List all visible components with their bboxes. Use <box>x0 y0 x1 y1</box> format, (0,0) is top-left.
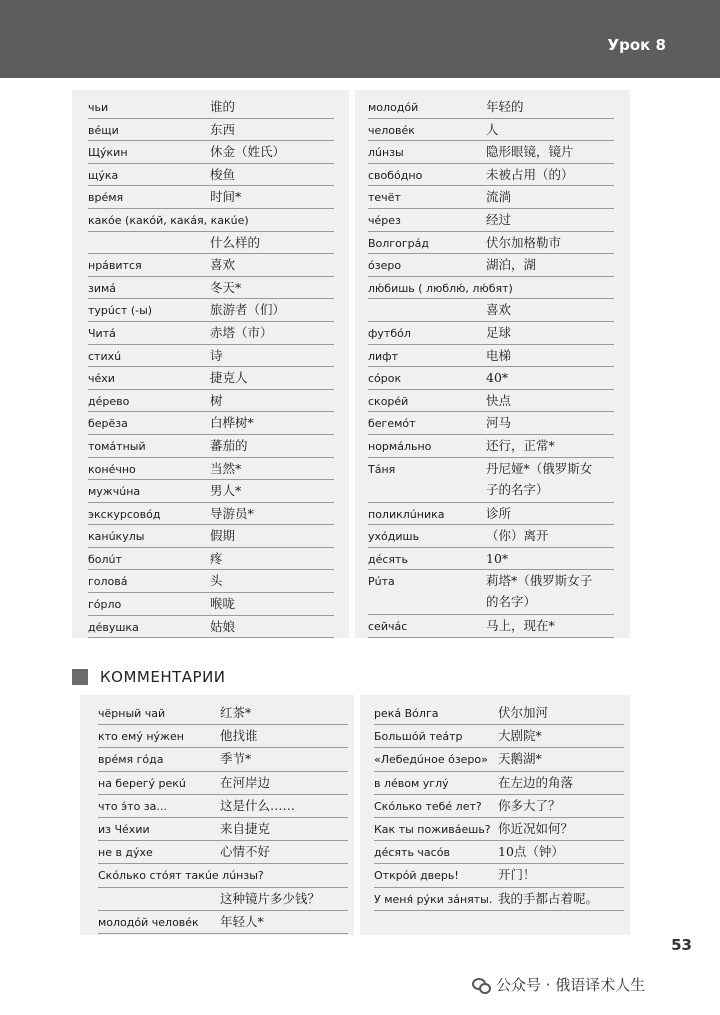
list-item <box>374 772 624 795</box>
chinese-translation: 流淌 <box>486 189 512 205</box>
comments-column-divider <box>354 695 360 935</box>
russian-term: молодóй человéк <box>98 915 199 929</box>
chinese-translation: 捷克人 <box>210 370 248 386</box>
page-number: 53 <box>671 936 692 954</box>
chinese-translation: 还行，正常* <box>486 437 555 453</box>
chinese-translation: 你多大了？ <box>498 797 561 813</box>
list-item <box>374 795 624 818</box>
list-item <box>368 570 614 615</box>
chinese-translation: 天鹅湖* <box>498 751 542 767</box>
list-item <box>368 232 614 255</box>
list-item <box>98 818 348 841</box>
column-divider <box>349 90 355 638</box>
russian-term: что э́то за... <box>98 799 167 813</box>
russian-term: экскурсовóд <box>88 507 161 521</box>
list-item <box>374 888 624 911</box>
list-item <box>368 299 614 322</box>
list-item <box>88 345 334 368</box>
list-item <box>374 864 624 887</box>
chinese-translation: 休金（姓氏） <box>210 144 286 160</box>
chinese-translation: 在左边的角落 <box>498 774 574 790</box>
russian-term: молодóй <box>368 101 419 114</box>
chinese-translation: 开门！ <box>498 867 536 883</box>
chinese-translation: 冬天* <box>210 279 242 295</box>
russian-term: из Чéхии <box>98 822 150 836</box>
russian-term: сóрок <box>368 372 402 386</box>
list-item <box>88 186 334 209</box>
russian-term: канúкулы <box>88 530 145 544</box>
chinese-translation: 足球 <box>486 324 512 340</box>
russian-term: свобóдно <box>368 168 423 182</box>
list-item <box>374 841 624 864</box>
chinese-translation: 疼 <box>210 550 223 566</box>
russian-term: кто емý нýжен <box>98 730 184 744</box>
russian-term: головá <box>88 575 128 589</box>
comments-left-column <box>98 702 348 934</box>
chinese-translation: 东西 <box>210 121 236 137</box>
russian-term: нрáвится <box>88 259 142 273</box>
chinese-translation: 他找谁 <box>220 728 258 744</box>
russian-term: не в дýхе <box>98 846 153 860</box>
chinese-translation: 时间* <box>210 189 242 205</box>
russian-term: щýка <box>88 168 119 182</box>
list-item <box>98 702 348 725</box>
russian-term: стихú <box>88 349 122 363</box>
list-item <box>374 818 624 841</box>
russian-term: Тáня <box>368 462 396 476</box>
list-item <box>88 119 334 142</box>
header-band <box>0 0 720 78</box>
chinese-translation: 梭鱼 <box>210 166 236 182</box>
russian-term: óзеро <box>368 259 402 273</box>
list-item <box>88 435 334 458</box>
list-item <box>98 725 348 748</box>
russian-term: рекá Вóлга <box>374 707 439 720</box>
russian-term: У меня́ рýки зáняты. <box>374 892 493 906</box>
list-item <box>88 277 334 300</box>
vocabulary-right-column <box>368 96 614 638</box>
list-item <box>368 367 614 390</box>
list-item <box>98 748 348 771</box>
chinese-translation: 10* <box>486 550 509 566</box>
chinese-translation: 40* <box>486 370 509 386</box>
chinese-translation: 大剧院* <box>498 728 542 744</box>
russian-term: дéрево <box>88 394 130 408</box>
chinese-translation: 人 <box>486 121 499 137</box>
chinese-translation: 头 <box>210 573 223 589</box>
list-item <box>88 254 334 277</box>
list-item <box>88 480 334 503</box>
lesson-label: Урок 8 <box>607 36 666 54</box>
chinese-translation: 隐形眼镜，镜片 <box>486 144 574 160</box>
russian-term: лю́бишь ( люблю́, лю́бят) <box>368 281 513 295</box>
russian-term: человéк <box>368 123 415 137</box>
section-bullet-icon <box>72 669 88 685</box>
russian-term: вéщи <box>88 123 119 137</box>
russian-term: мужчúна <box>88 485 141 499</box>
russian-term: дéсять часóв <box>374 846 450 860</box>
chinese-translation: 未被占用（的） <box>486 166 574 182</box>
russian-term: Волгогрáд <box>368 236 429 250</box>
russian-term: нормáльно <box>368 439 432 453</box>
list-item <box>88 299 334 322</box>
list-item <box>368 412 614 435</box>
list-item <box>374 748 624 771</box>
list-item <box>368 390 614 413</box>
chinese-translation: 喜欢 <box>210 257 236 273</box>
list-item <box>88 412 334 435</box>
chinese-translation: 旅游者（们） <box>210 302 286 318</box>
russian-term: «Лебедúное óзеро» <box>374 753 488 767</box>
russian-term: врéмя <box>88 191 124 205</box>
chinese-translation: 来自捷克 <box>220 820 271 836</box>
chinese-translation: 喜欢 <box>486 302 512 318</box>
chinese-translation: 湖泊，湖 <box>486 257 537 273</box>
list-item <box>88 548 334 571</box>
list-item <box>368 345 614 368</box>
chinese-translation: （你）离开 <box>486 528 549 544</box>
russian-term: скорéй <box>368 394 409 408</box>
list-item <box>368 503 614 526</box>
russian-term: Читá <box>88 326 116 340</box>
chinese-translation: 你近况如何？ <box>498 820 574 836</box>
list-item <box>88 503 334 526</box>
russian-term: поликлúника <box>368 507 445 521</box>
list-item <box>374 725 624 748</box>
list-item <box>88 232 334 255</box>
russian-term: течёт <box>368 191 401 205</box>
chinese-translation: 姑娘 <box>210 618 236 634</box>
list-item <box>88 616 334 639</box>
russian-term: на берегý рекú <box>98 776 186 790</box>
russian-term: Большóй теáтр <box>374 730 463 744</box>
watermark-text: 公众号 · 俄语译术人生 <box>496 976 646 994</box>
chinese-translation: 心情不好 <box>220 844 271 860</box>
russian-term: какóе (какóй, какáя, какúе) <box>88 213 249 227</box>
chinese-translation: 丹尼娅*（俄罗斯女 <box>486 460 593 476</box>
chinese-translation: 伏尔加河 <box>498 705 549 720</box>
list-item <box>368 277 614 300</box>
chinese-translation: 经过 <box>486 211 512 227</box>
chinese-translation: 年轻的 <box>486 99 524 114</box>
wechat-icon <box>472 977 490 993</box>
chinese-translation: 白桦树* <box>210 415 254 431</box>
chinese-translation: 当然* <box>210 460 242 476</box>
watermark <box>472 974 645 995</box>
russian-term: футбóл <box>368 326 411 340</box>
list-item <box>368 186 614 209</box>
chinese-translation: 什么样的 <box>210 234 261 250</box>
russian-term: зимá <box>88 281 117 295</box>
chinese-translation-continued: 的名字） <box>486 594 537 610</box>
list-item <box>88 141 334 164</box>
russian-term: Как ты поживáешь? <box>374 822 491 836</box>
list-item <box>88 390 334 413</box>
list-item <box>88 593 334 616</box>
list-item <box>368 525 614 548</box>
list-item <box>98 841 348 864</box>
list-item <box>98 795 348 818</box>
russian-term: берёза <box>88 417 128 431</box>
list-item <box>88 367 334 390</box>
chinese-translation: 在河岸边 <box>220 774 271 790</box>
list-item <box>368 458 614 503</box>
section-title: КОММЕНТАРИИ <box>100 668 226 686</box>
chinese-translation: 喉咙 <box>210 596 236 612</box>
chinese-translation: 赤塔（市） <box>210 324 273 340</box>
list-item <box>98 888 348 911</box>
chinese-translation: 红茶* <box>220 705 252 720</box>
list-item <box>88 458 334 481</box>
russian-term: бегемóт <box>368 417 416 431</box>
chinese-translation: 假期 <box>210 528 236 544</box>
russian-term: дéсять <box>368 552 408 566</box>
chinese-translation: 我的手都占着呢。 <box>498 890 599 906</box>
russian-term: конéчно <box>88 462 136 476</box>
russian-term: гóрло <box>88 598 122 612</box>
chinese-translation: 树 <box>210 392 223 408</box>
vocabulary-left-column <box>88 96 334 638</box>
russian-term: Щýкин <box>88 146 128 160</box>
russian-term: Открóй дверь! <box>374 869 459 883</box>
list-item <box>98 772 348 795</box>
chinese-translation: 快点 <box>486 392 512 408</box>
list-item <box>88 164 334 187</box>
list-item <box>88 322 334 345</box>
list-item <box>368 435 614 458</box>
list-item <box>368 209 614 232</box>
list-item <box>368 615 614 638</box>
chinese-translation: 这是什么…… <box>220 797 296 813</box>
comments-right-column <box>374 702 624 911</box>
chinese-translation: 河马 <box>486 415 512 431</box>
russian-term: Скóлько тебé лет? <box>374 799 482 813</box>
russian-term: Скóлько стóят такúе лúнзы? <box>98 869 264 883</box>
list-item <box>88 525 334 548</box>
list-item <box>88 209 334 232</box>
chinese-translation: 莉塔*（俄罗斯女子 <box>486 573 593 589</box>
chinese-translation-continued: 子的名字） <box>486 481 549 497</box>
list-item <box>368 119 614 142</box>
list-item <box>368 254 614 277</box>
list-item <box>368 164 614 187</box>
chinese-translation: 谁的 <box>210 99 236 114</box>
chinese-translation: 季节* <box>220 751 252 767</box>
list-item <box>374 702 624 725</box>
russian-term: врéмя гóда <box>98 753 164 767</box>
russian-term: лúнзы <box>368 146 404 160</box>
russian-term: лифт <box>368 349 398 363</box>
chinese-translation: 10点（钟） <box>498 844 564 860</box>
list-item <box>98 864 348 887</box>
russian-term: ухóдишь <box>368 530 420 544</box>
list-item <box>368 322 614 345</box>
chinese-translation: 诊所 <box>486 505 512 521</box>
chinese-translation: 诗 <box>210 347 223 363</box>
list-item <box>88 570 334 593</box>
russian-term: Рúта <box>368 575 395 589</box>
chinese-translation: 男人* <box>210 483 242 499</box>
list-item <box>368 548 614 571</box>
russian-term: томáтный <box>88 439 146 453</box>
list-item <box>368 96 614 119</box>
russian-term: чёрный чай <box>98 707 166 720</box>
russian-term: сейчáс <box>368 620 408 634</box>
section-heading <box>72 668 226 686</box>
chinese-translation: 伏尔加格勒市 <box>486 234 562 250</box>
chinese-translation: 这种镜片多少钱？ <box>220 890 321 906</box>
russian-term: дéвушка <box>88 620 139 634</box>
russian-term: чéрез <box>368 213 401 227</box>
russian-term: в лéвом углý <box>374 776 449 790</box>
russian-term: чьи <box>88 101 109 114</box>
russian-term: чéхи <box>88 372 115 386</box>
russian-term: турúст (-ы) <box>88 304 153 318</box>
chinese-translation: 年轻人* <box>220 913 264 929</box>
chinese-translation: 电梯 <box>486 347 512 363</box>
chinese-translation: 马上，现在* <box>486 618 555 634</box>
list-item <box>98 911 348 934</box>
list-item <box>88 96 334 119</box>
list-item <box>368 141 614 164</box>
chinese-translation: 导游员* <box>210 505 254 521</box>
chinese-translation: 蕃茄的 <box>210 437 248 453</box>
russian-term: болúт <box>88 552 122 566</box>
